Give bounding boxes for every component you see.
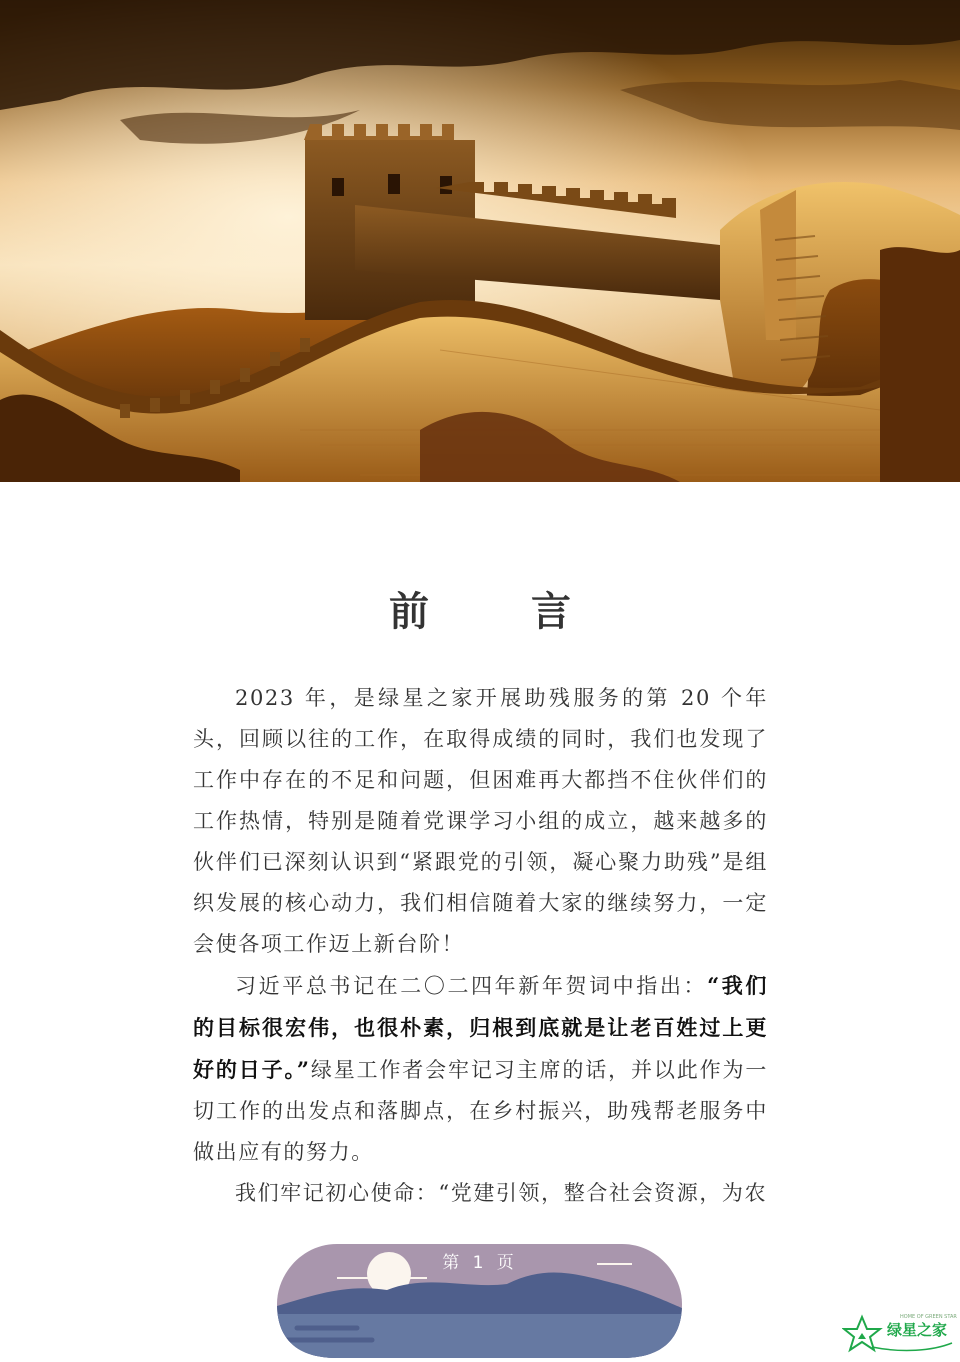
quote-highlight: “我们的目标很宏伟，也很朴素，归根到底就是让老百姓过上更好的日子。” (193, 973, 768, 1082)
paragraph-2-tail: 绿星工作者会牢记习主席的话，并以此作为一切工作的出发点和落脚点，在乡村振兴，助残帮老服务中做出应有的努力。 (193, 1058, 768, 1164)
paragraph-1: 2023 年，是绿星之家开展助残服务的第 20 个年头，回顾以往的工作，在取得成绩的同时，我们也发现了工作中存在的不足和问题，但困难再大都挡不住伙伴们的工作热情，特别是随着党课学习小组的成立，越来越多的伙伴们已深刻认识到“紧跟党的引领，凝心聚力助残”是组织发展的核心动力，我们相信随着大家的继续努力，一定会使各项工作迈上新台阶！ (193, 686, 768, 956)
logo-name: 绿星之家 (887, 1321, 948, 1339)
page-title: 前 言 (389, 588, 615, 635)
paragraph-2 (193, 965, 768, 1173)
hero-image-great-wall (0, 0, 960, 482)
preface-body (193, 678, 768, 1214)
paragraph-2-lead: 习近平总书记在二〇二四年新年贺词中指出： (235, 974, 708, 998)
paragraph-3: 我们牢记初心使命：“党建引领，整合社会资源，为农 (235, 1181, 768, 1205)
page-number: 第 1 页 (442, 1253, 518, 1273)
logo-subtitle: HOME OF GREEN STAR (900, 1314, 957, 1320)
